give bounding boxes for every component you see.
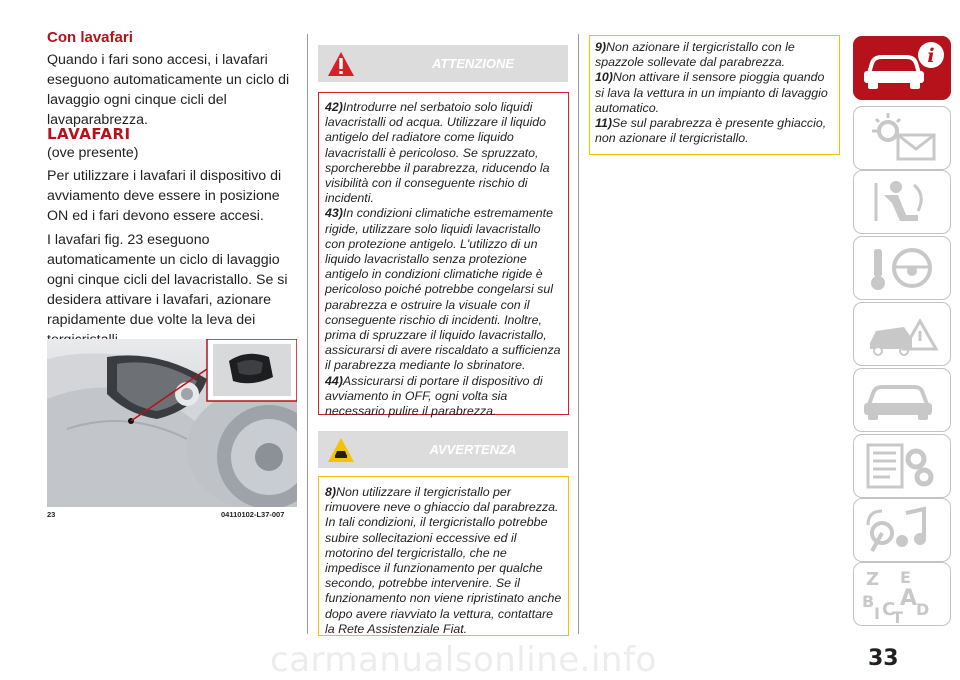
attenzione-note-43: 43)In condizioni climatiche estremamente rigide, utilizzare solo liquidi lavacristallo con protezione antigelo. L'utilizzo di un liquido lavacristallo senza protezione antigelo in condizioni climatiche rigide è pericoloso poiché potrebbe congelarsi sul parabrezza e ostruire la visuale con il conseguente rischio di incidenti. Inoltre, prima di spruzzare il liquido lavacristallo, assicurarsi di avere riscaldato a sufficienza il parabrezza mediante lo sbrinatore. (325, 206, 561, 373)
svg-text:I: I (874, 604, 880, 623)
figure-number: 23 (47, 510, 56, 519)
tab-index[interactable] (853, 562, 951, 626)
svg-text:i: i (927, 45, 935, 67)
svg-text:C: C (882, 599, 896, 620)
avvertenza-note-8: 8)Non utilizzare il tergicristallo per rimuovere neve o ghiaccio dal parabrezza. In tali condizioni, il tergicristallo potrebbe subire sollecitazioni eccessive ed il motorino del tergicristallo, che ne impedisce il funzionamento per qualche secondo, potrebbe intervenire. Se il funzionamento non viene ripristinato anche dopo avere riavviato la vettura, contattare la Rete Assistenziale Fiat. (325, 485, 562, 636)
tab-emergency[interactable] (853, 302, 951, 366)
page-number: 33 (868, 646, 899, 671)
specs-gears-icon (854, 435, 950, 497)
headlamp-washer-figure (47, 339, 297, 507)
svg-text:T: T (892, 608, 903, 625)
watermark-text: carmanualsonline.info (270, 640, 657, 680)
figure-code: 04110102-L37-007 (221, 510, 285, 519)
attenzione-note-42: 42)Introdurre nel serbatoio solo liquidi lavacristalli od acqua. Utilizzare il liquido antigelo del radiatore come liquido lavacristalli è pericoloso. Se spruzzato, sporcherebbe il parabrezza, riducendo la visibilità con il conseguente rischio di incidenti. (325, 100, 550, 206)
attenzione-box (318, 92, 569, 419)
avvertenza-note-9: 9)Non azionare il tergicristallo con le spazzole sollevate dal parabrezza. (595, 40, 795, 70)
svg-text:A: A (900, 586, 918, 611)
car-info-icon (854, 37, 950, 99)
avvertenza-continued-box (589, 35, 840, 155)
attenzione-header (318, 45, 568, 82)
avvertenza-header (318, 431, 568, 468)
alphabetical-index-icon (854, 563, 950, 625)
key-steering-icon (854, 237, 950, 299)
section-heading: LAVAFARI (47, 125, 131, 143)
avvertenza-title: AVVERTENZA (429, 442, 517, 457)
paragraph-activation: I lavafari fig. 23 eseguono automaticamente un ciclo di lavaggio ogni cinque cicli del lavacristallo. Se si desidera attivare i lavafari, azionare rapidamente due volte la leva dei (47, 232, 288, 328)
section-title: Con lavafari (47, 29, 133, 46)
car-front-illustration (47, 339, 297, 507)
tab-maintenance[interactable] (853, 368, 951, 432)
attenzione-title: ATTENZIONE (431, 56, 515, 71)
attenzione-note-44: 44)Assicurarsi di portare il dispositivo di avviamento in OFF, ogni volta sia necessario pulire il parabrezza. (325, 373, 543, 419)
tab-multimedia[interactable] (853, 498, 951, 562)
tab-safety[interactable] (853, 170, 951, 234)
svg-text:D: D (916, 600, 930, 619)
tab-car-info[interactable] (853, 36, 951, 100)
car-crash-icon (854, 303, 950, 365)
column-divider-left (307, 34, 308, 634)
column-divider-middle (578, 34, 579, 634)
danger-triangle-icon (327, 51, 355, 77)
paragraph-intro: Quando i fari sono accesi, i lavafari eseguono automaticamente un ciclo di lavaggio ogni cinque cicli del lavaparabrezza. (47, 52, 290, 128)
seat-airbag-icon (854, 171, 950, 233)
car-maintenance-icon (854, 369, 950, 431)
svg-text:Z: Z (866, 569, 880, 590)
tab-warning-lights[interactable] (853, 106, 951, 170)
tab-technical-data[interactable] (853, 434, 951, 498)
avvertenza-box (318, 476, 569, 636)
svg-text:B: B (862, 592, 875, 611)
tab-starting-driving[interactable] (853, 236, 951, 300)
avvertenza-note-11: 11)Se sul parabrezza è presente ghiaccio, non azionare il tergicristallo. (595, 116, 827, 146)
heading-note: (ove presente) (47, 145, 139, 161)
svg-text:E: E (900, 568, 911, 587)
paragraph-usage: Per utilizzare i lavafari il dispositivo di avviamento deve essere in posizione ON ed i fari devono essere accesi. (47, 168, 282, 224)
warning-lights-icon (854, 107, 950, 169)
avvertenza-note-10: 10)Non attivare il sensore pioggia quando si lava la vettura in un impianto di lavaggio automatico. (595, 70, 828, 115)
caution-car-triangle-icon (327, 437, 355, 463)
multimedia-icon (854, 499, 950, 561)
